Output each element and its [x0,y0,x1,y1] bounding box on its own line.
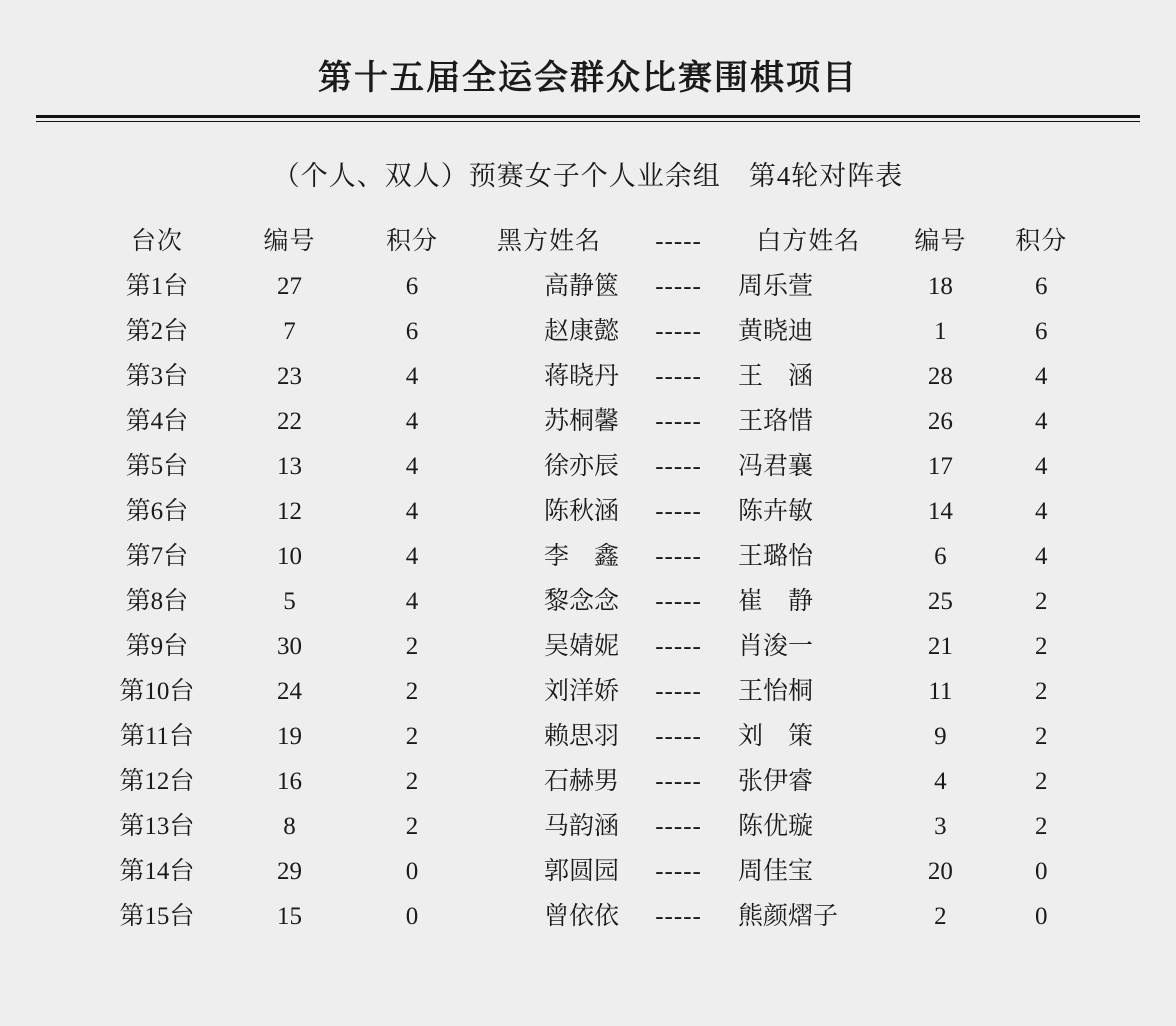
cell-black-number: 7 [283,317,296,345]
column-header-board: 台次 [130,227,183,255]
cell-white-score: 2 [1034,767,1048,795]
cell-black-score: 4 [405,497,419,525]
table-row [88,714,1088,759]
table-row [88,669,1088,714]
cell-white-number: 26 [927,407,953,435]
cell-white-name: 周乐萱 [738,272,814,300]
cell-separator: ----- [655,407,702,435]
cell-black-number: 16 [276,767,302,795]
cell-white-score: 4 [1034,497,1048,525]
table-row [88,624,1088,669]
cell-black-number: 22 [276,407,302,435]
table-row [88,354,1088,399]
cell-black-score: 4 [405,587,419,615]
cell-separator: ----- [655,632,702,660]
cell-white-score: 2 [1034,722,1048,750]
cell-separator: ----- [655,857,702,885]
cell-black-number: 19 [276,722,302,750]
cell-white-name: 冯君襄 [738,452,814,480]
pairings-table-wrapper [88,219,1088,939]
table-row [88,489,1088,534]
cell-black-name: 高静篋 [544,272,620,300]
cell-white-number: 4 [934,767,947,795]
divider-thin-line [36,121,1140,122]
cell-white-name: 王璐怡 [738,542,814,570]
cell-separator: ----- [655,902,702,930]
title-divider [36,115,1140,122]
table-header-row [88,219,1088,264]
cell-black-name: 徐亦辰 [544,452,620,480]
cell-white-score: 4 [1034,362,1048,390]
cell-white-score: 4 [1034,452,1048,480]
cell-black-name: 马韵涵 [544,812,620,840]
cell-black-number: 13 [276,452,302,480]
column-header-white-name: 白方姓名 [756,227,861,255]
cell-black-number: 5 [283,587,296,615]
cell-white-score: 2 [1034,677,1048,705]
column-header-black-number: 编号 [263,227,316,255]
cell-white-name: 熊颜熠子 [738,902,839,930]
cell-white-score: 4 [1034,542,1048,570]
cell-board: 第6台 [125,497,189,525]
cell-separator: ----- [655,362,702,390]
cell-black-score: 4 [405,542,419,570]
cell-black-name: 赵康懿 [544,317,620,345]
cell-separator: ----- [655,722,702,750]
table-row [88,264,1088,309]
cell-white-name: 崔 静 [738,587,814,615]
cell-white-number: 11 [928,677,953,705]
cell-white-score: 2 [1034,812,1048,840]
cell-white-score: 2 [1034,587,1048,615]
cell-white-name: 王怡桐 [738,677,814,705]
table-row [88,309,1088,354]
cell-separator: ----- [655,497,702,525]
cell-board: 第11台 [119,722,194,750]
table-row [88,759,1088,804]
cell-white-name: 张伊睿 [738,767,814,795]
cell-black-number: 29 [276,857,302,885]
cell-white-number: 28 [927,362,953,390]
cell-white-name: 黄晓迪 [738,317,814,345]
cell-separator: ----- [655,452,702,480]
cell-white-number: 25 [927,587,953,615]
cell-black-score: 2 [405,722,419,750]
cell-board: 第7台 [125,542,189,570]
cell-board: 第8台 [125,587,189,615]
cell-white-name: 刘 策 [738,722,814,750]
cell-black-score: 2 [405,812,419,840]
table-row [88,444,1088,489]
cell-black-name: 黎念念 [544,587,620,615]
cell-black-number: 27 [276,272,302,300]
cell-white-name: 陈优璇 [738,812,814,840]
cell-board: 第2台 [125,317,189,345]
cell-board: 第13台 [119,812,195,840]
cell-black-name: 刘洋娇 [544,677,620,705]
cell-board: 第12台 [119,767,195,795]
cell-white-score: 2 [1034,632,1048,660]
cell-white-name: 肖浚一 [738,632,814,660]
cell-white-name: 王 涵 [738,362,814,390]
cell-black-score: 2 [405,767,419,795]
cell-board: 第10台 [119,677,195,705]
table-header [88,219,1088,264]
cell-board: 第1台 [125,272,189,300]
cell-black-score: 4 [405,362,419,390]
cell-separator: ----- [655,542,702,570]
column-header-black-score: 积分 [386,227,439,255]
cell-black-name: 曾依依 [544,902,620,930]
cell-white-number: 20 [927,857,953,885]
cell-white-number: 17 [927,452,953,480]
table-row [88,534,1088,579]
cell-board: 第9台 [125,632,189,660]
cell-white-number: 3 [934,812,947,840]
cell-separator: ----- [655,317,702,345]
page-subtitle: （个人、双人）预赛女子个人业余组 第4轮对阵表 [272,160,904,191]
cell-white-number: 14 [927,497,953,525]
column-header-black-name: 黑方姓名 [496,227,601,255]
cell-black-score: 4 [405,452,419,480]
cell-separator: ----- [655,272,702,300]
column-header-white-number: 编号 [914,227,967,255]
cell-black-score: 0 [405,857,419,885]
table-row [88,894,1088,939]
cell-black-name: 赖思羽 [544,722,620,750]
cell-board: 第15台 [119,902,195,930]
cell-separator: ----- [655,587,702,615]
cell-black-name: 陈秋涵 [544,497,620,525]
table-row [88,849,1088,894]
cell-black-name: 蒋晓丹 [544,362,620,390]
cell-white-number: 21 [927,632,953,660]
table-row [88,399,1088,444]
pairings-table [88,219,1088,939]
cell-white-number: 1 [934,317,947,345]
cell-black-name: 吴婧妮 [544,632,620,660]
cell-black-number: 24 [276,677,302,705]
cell-separator: ----- [655,812,702,840]
cell-board: 第3台 [125,362,189,390]
cell-black-name: 苏桐馨 [544,407,620,435]
cell-black-name: 李 鑫 [544,542,620,570]
cell-black-name: 郭圆园 [544,857,620,885]
cell-white-score: 0 [1034,857,1048,885]
column-header-separator: ----- [655,227,702,255]
cell-separator: ----- [655,677,702,705]
cell-white-number: 9 [934,722,947,750]
cell-black-name: 石赫男 [544,767,620,795]
cell-black-score: 2 [405,632,419,660]
page-title: 第十五届全运会群众比赛围棋项目 [318,60,858,97]
cell-separator: ----- [655,767,702,795]
cell-black-score: 2 [405,677,419,705]
cell-white-score: 6 [1034,272,1048,300]
cell-black-number: 15 [276,902,302,930]
cell-black-number: 23 [276,362,302,390]
table-row [88,804,1088,849]
cell-black-score: 4 [405,407,419,435]
cell-black-number: 10 [276,542,302,570]
cell-white-number: 2 [934,902,947,930]
cell-board: 第5台 [125,452,189,480]
table-row [88,579,1088,624]
cell-black-score: 0 [405,902,419,930]
cell-black-number: 8 [283,812,296,840]
cell-black-number: 12 [276,497,302,525]
cell-black-score: 6 [405,317,419,345]
cell-board: 第4台 [125,407,189,435]
cell-white-score: 6 [1034,317,1048,345]
cell-white-name: 周佳宝 [738,857,814,885]
cell-white-name: 陈卉敏 [738,497,814,525]
table-body [88,264,1088,939]
cell-white-number: 6 [934,542,947,570]
cell-board: 第14台 [119,857,195,885]
cell-black-score: 6 [405,272,419,300]
cell-white-number: 18 [927,272,953,300]
column-header-white-score: 积分 [1015,227,1068,255]
cell-white-score: 4 [1034,407,1048,435]
cell-white-score: 0 [1034,902,1048,930]
cell-black-number: 30 [276,632,302,660]
cell-white-name: 王珞惜 [738,407,814,435]
